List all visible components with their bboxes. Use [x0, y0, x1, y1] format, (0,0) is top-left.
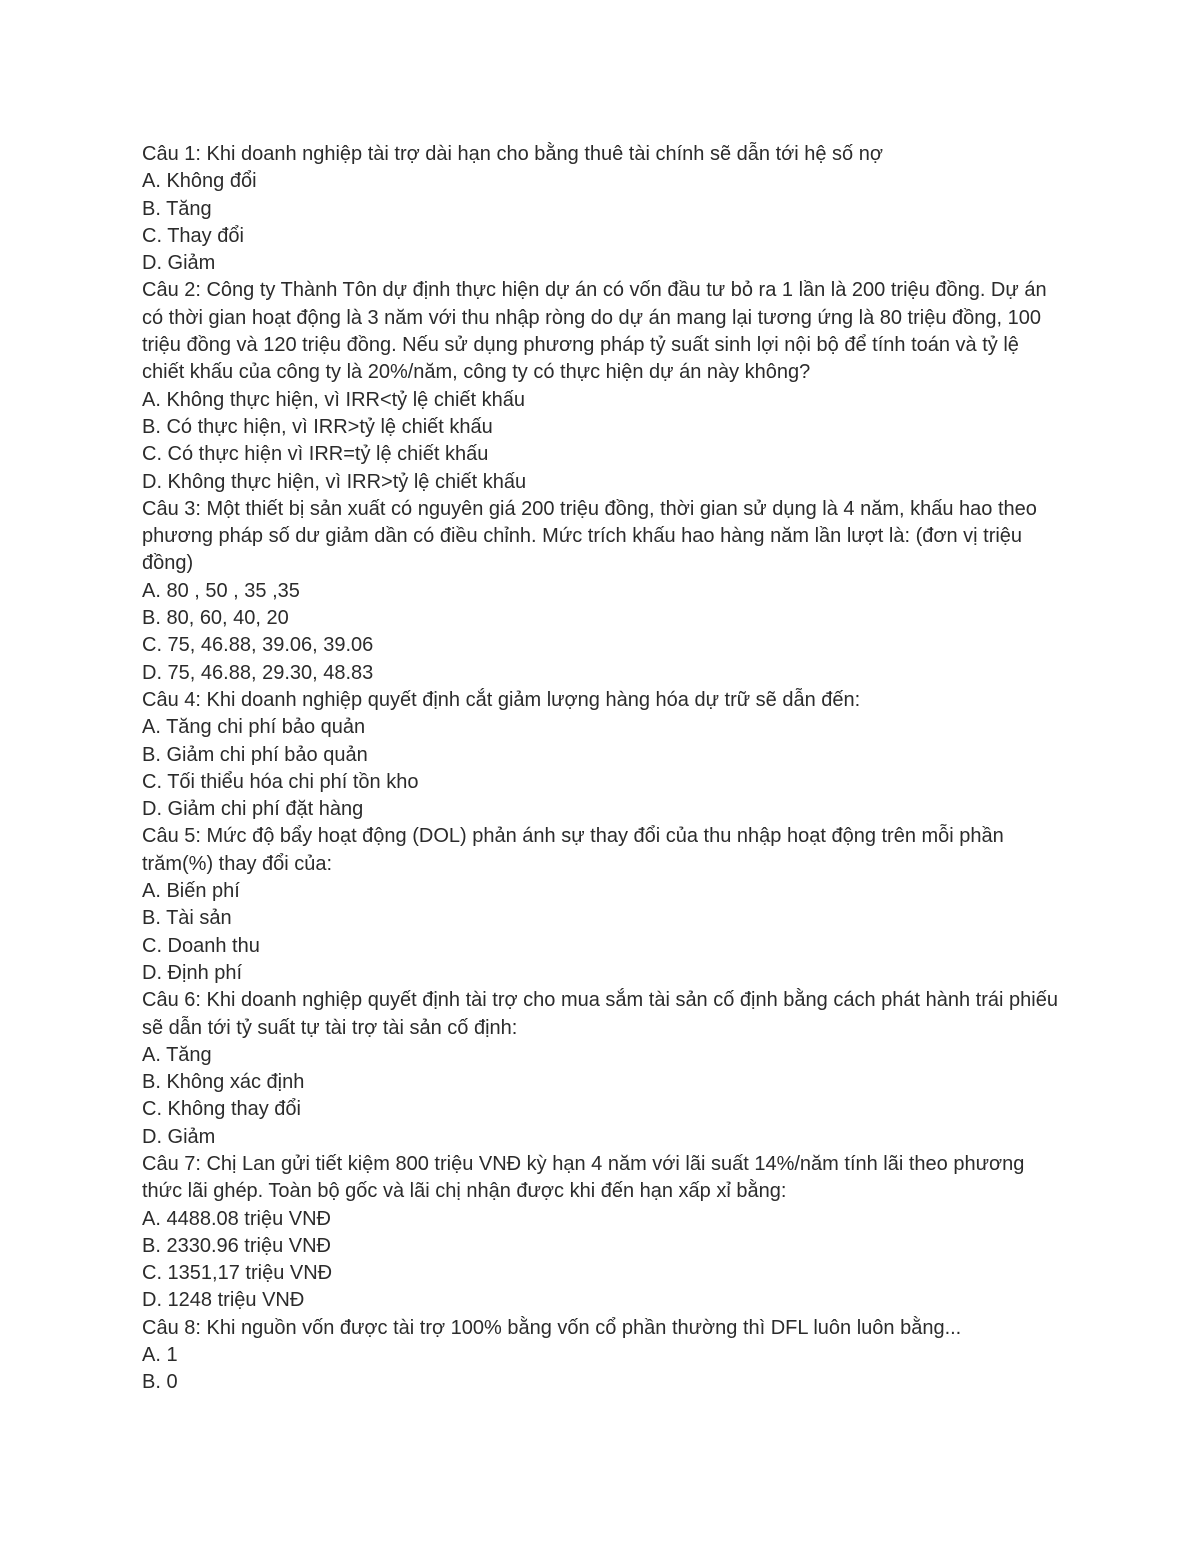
option-c: C. Tối thiểu hóa chi phí tồn kho: [142, 770, 419, 793]
question-3: [142, 496, 1062, 687]
question-4: [142, 687, 1062, 823]
question-2: [142, 277, 1062, 495]
option-a: A. Tăng chi phí bảo quản: [142, 716, 366, 739]
question-text: Câu 1: Khi doanh nghiệp tài trợ dài hạn cho bằng thuê tài chính sẽ dẫn tới hệ số nợ: [142, 143, 883, 165]
option-b: B. Có thực hiện, vì IRR>tỷ lệ chiết khấu: [142, 415, 493, 438]
question-text: Câu 6: Khi doanh nghiệp quyết định tài trợ cho mua sắm tài sản cố định bằng cách phát hành trái phiếu sẽ dẫn tới tỷ suất tự tài trợ tài sản cố định:: [142, 989, 1058, 1039]
option-c: C. 75, 46.88, 39.06, 39.06: [142, 634, 374, 657]
option-a: A. 1: [142, 1344, 178, 1367]
option-b: B. 80, 60, 40, 20: [142, 607, 289, 630]
question-7: [142, 1151, 1062, 1315]
option-d: D. Giảm: [142, 1125, 216, 1148]
option-d: D. 1248 triệu VNĐ: [142, 1289, 305, 1312]
question-text: Câu 2: Công ty Thành Tôn dự định thực hiện dự án có vốn đầu tư bỏ ra 1 lần là 200 triệu đồng. Dự án có thời gian hoạt động là 3 năm với thu nhập ròng do dự án mang lại tương ứng là 80 triệu đồng, 100 triệu đồng và 120 triệu đồng. Nếu sử dụng phương pháp tỷ suất sinh lợi nội bộ để tính toán và tỷ lệ chiết khấu của công ty là 20%/năm, công ty có thực hiện dự án này không?: [142, 279, 1047, 384]
option-c: C. 1351,17 triệu VNĐ: [142, 1262, 333, 1285]
option-b: B. 2330.96 triệu VNĐ: [142, 1234, 331, 1257]
option-b: B. Giảm chi phí bảo quản: [142, 743, 368, 766]
question-text: Câu 5: Mức độ bẩy hoạt động (DOL) phản ánh sự thay đổi của thu nhập hoạt động trên mỗi phần trăm(%) thay đổi của:: [142, 825, 1004, 875]
option-a: A. Không đổi: [142, 170, 257, 193]
question-8: [142, 1315, 1062, 1397]
question-6: [142, 987, 1062, 1151]
question-text: Câu 3: Một thiết bị sản xuất có nguyên giá 200 triệu đồng, thời gian sử dụng là 4 năm, khấu hao theo phương pháp số dư giảm dần có điều chỉnh. Mức trích khấu hao hàng năm lần lượt là: (đơn vị triệu đồng): [142, 497, 1037, 575]
document-page: [142, 141, 1062, 1397]
option-c: C. Doanh thu: [142, 934, 260, 957]
option-a: A. 4488.08 triệu VNĐ: [142, 1207, 331, 1230]
option-d: D. Giảm chi phí đặt hàng: [142, 798, 364, 821]
question-1: [142, 141, 1062, 277]
option-c: C. Có thực hiện vì IRR=tỷ lệ chiết khấu: [142, 443, 489, 466]
option-d: D. Không thực hiện, vì IRR>tỷ lệ chiết khấu: [142, 470, 527, 493]
question-text: Câu 7: Chị Lan gửi tiết kiệm 800 triệu VNĐ kỳ hạn 4 năm với lãi suất 14%/năm tính lãi theo phương thức lãi ghép. Toàn bộ gốc và lãi chị nhận được khi đến hạn xấp xỉ bằng:: [142, 1152, 1025, 1203]
option-d: D. Định phí: [142, 961, 243, 984]
option-a: A. 80 , 50 , 35 ,35: [142, 579, 300, 602]
option-a: A. Biến phí: [142, 880, 240, 903]
question-5: [142, 823, 1062, 987]
option-c: C. Thay đổi: [142, 224, 244, 247]
option-b: B. Không xác định: [142, 1071, 305, 1094]
question-text: Câu 4: Khi doanh nghiệp quyết định cắt giảm lượng hàng hóa dự trữ sẽ dẫn đến:: [142, 688, 861, 711]
option-b: B. Tăng: [142, 197, 212, 220]
option-b: B. 0: [142, 1371, 178, 1394]
option-b: B. Tài sản: [142, 907, 232, 930]
option-a: A. Không thực hiện, vì IRR<tỷ lệ chiết khấu: [142, 388, 526, 411]
option-d: D. 75, 46.88, 29.30, 48.83: [142, 661, 374, 684]
question-text: Câu 8: Khi nguồn vốn được tài trợ 100% bằng vốn cổ phần thường thì DFL luôn luôn bằng...: [142, 1316, 962, 1339]
option-c: C. Không thay đổi: [142, 1098, 301, 1121]
option-a: A. Tăng: [142, 1043, 212, 1066]
option-d: D. Giảm: [142, 252, 216, 275]
